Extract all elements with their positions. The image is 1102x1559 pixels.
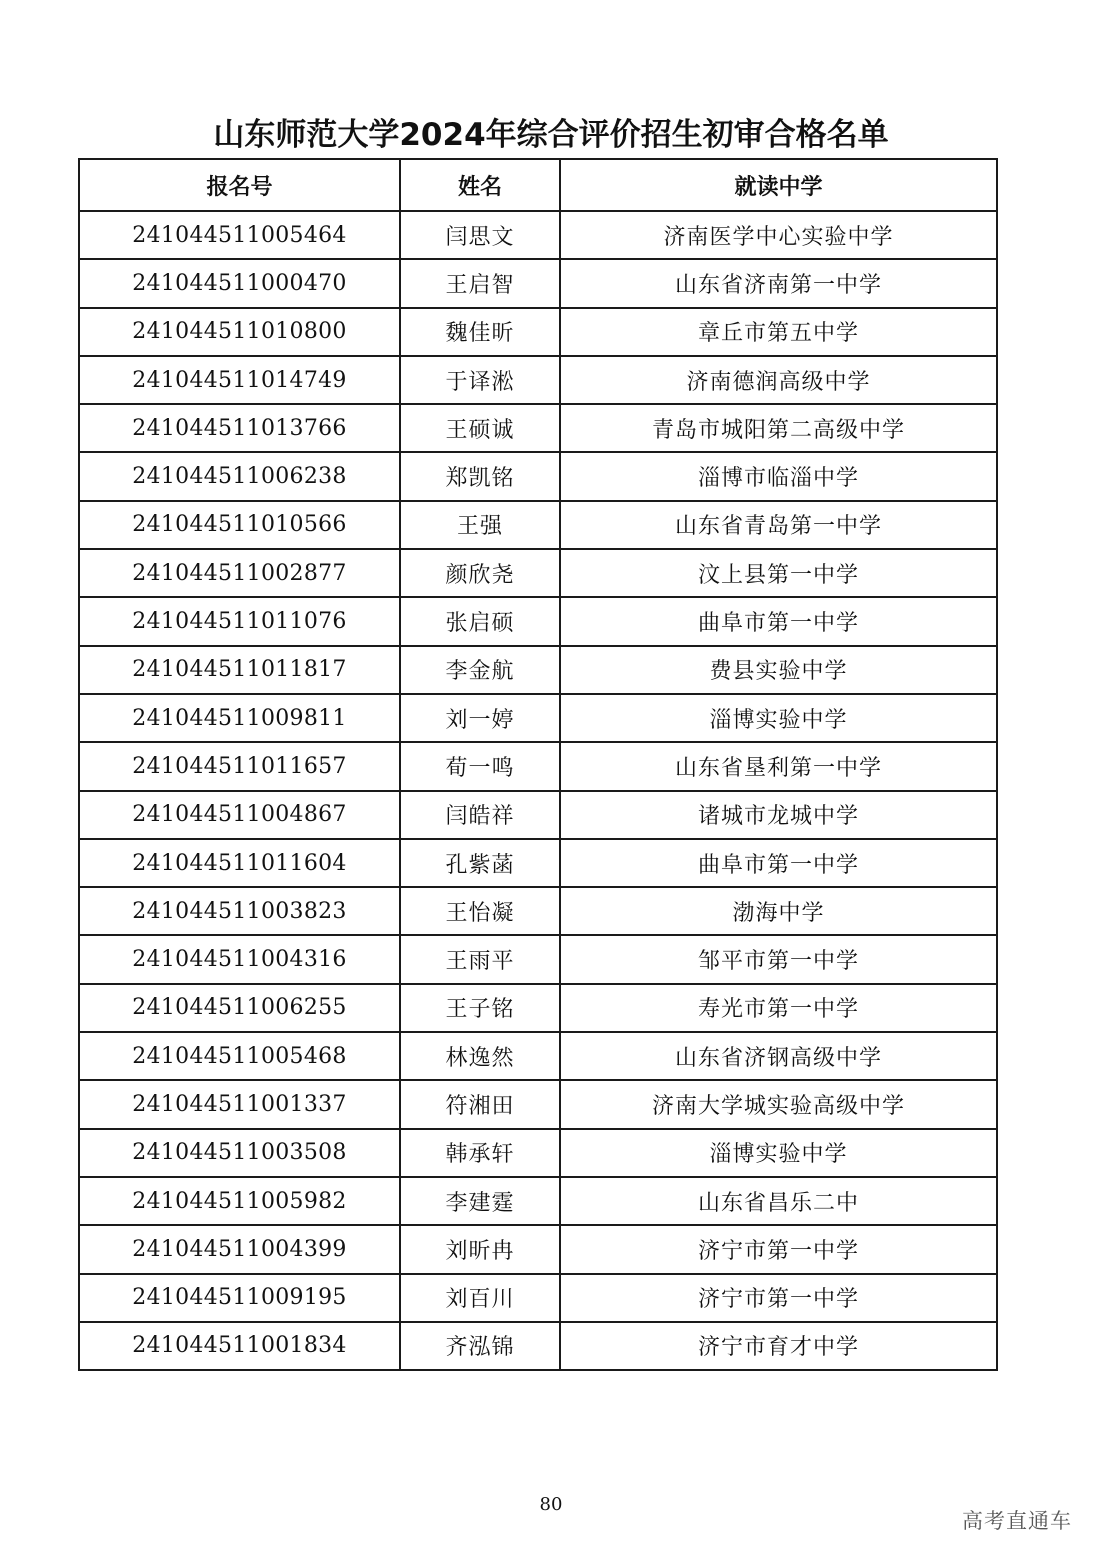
table-row bbox=[79, 1080, 997, 1128]
school-name-cell: 山东省昌乐二中 bbox=[560, 1177, 997, 1225]
student-name-cell: 王启智 bbox=[400, 259, 560, 307]
column-header-name: 姓名 bbox=[400, 159, 560, 211]
table-row bbox=[79, 1274, 997, 1322]
table-row bbox=[79, 1032, 997, 1080]
registration-number-cell: 241044511002877 bbox=[79, 549, 400, 597]
school-name-cell: 淄博实验中学 bbox=[560, 694, 997, 742]
registration-number-cell: 241044511001834 bbox=[79, 1322, 400, 1370]
registration-number-cell: 241044511011657 bbox=[79, 742, 400, 790]
school-name-cell: 青岛市城阳第二高级中学 bbox=[560, 404, 997, 452]
school-name-cell: 汶上县第一中学 bbox=[560, 549, 997, 597]
school-name-cell: 诸城市龙城中学 bbox=[560, 791, 997, 839]
table-row bbox=[79, 694, 997, 742]
student-name-cell: 颜欣尧 bbox=[400, 549, 560, 597]
registration-number-cell: 241044511013766 bbox=[79, 404, 400, 452]
student-name-cell: 李金航 bbox=[400, 646, 560, 694]
school-name-cell: 山东省垦利第一中学 bbox=[560, 742, 997, 790]
table-row bbox=[79, 791, 997, 839]
student-name-cell: 闫思文 bbox=[400, 211, 560, 259]
student-name-cell: 王强 bbox=[400, 501, 560, 549]
document-title: 山东师范大学2024年综合评价招生初审合格名单 bbox=[213, 117, 889, 153]
table-header-row bbox=[79, 159, 997, 211]
school-name-cell: 渤海中学 bbox=[560, 887, 997, 935]
table-row bbox=[79, 452, 997, 500]
registration-number-cell: 241044511011076 bbox=[79, 597, 400, 645]
table-row bbox=[79, 1177, 997, 1225]
table-row bbox=[79, 646, 997, 694]
registration-number-cell: 241044511004399 bbox=[79, 1225, 400, 1273]
school-name-cell: 山东省青岛第一中学 bbox=[560, 501, 997, 549]
table-row bbox=[79, 839, 997, 887]
admission-list-table bbox=[78, 158, 998, 1371]
registration-number-cell: 241044511011604 bbox=[79, 839, 400, 887]
student-name-cell: 荀一鸣 bbox=[400, 742, 560, 790]
table-row bbox=[79, 597, 997, 645]
student-name-cell: 王子铭 bbox=[400, 984, 560, 1032]
table-row bbox=[79, 356, 997, 404]
registration-number-cell: 241044511003823 bbox=[79, 887, 400, 935]
school-name-cell: 济南德润高级中学 bbox=[560, 356, 997, 404]
table-row bbox=[79, 742, 997, 790]
student-name-cell: 刘百川 bbox=[400, 1274, 560, 1322]
registration-number-cell: 241044511010800 bbox=[79, 308, 400, 356]
table-row bbox=[79, 404, 997, 452]
table-row bbox=[79, 935, 997, 983]
student-name-cell: 郑凯铭 bbox=[400, 452, 560, 500]
school-name-cell: 山东省济南第一中学 bbox=[560, 259, 997, 307]
school-name-cell: 济宁市育才中学 bbox=[560, 1322, 997, 1370]
student-name-cell: 张启硕 bbox=[400, 597, 560, 645]
school-name-cell: 曲阜市第一中学 bbox=[560, 597, 997, 645]
column-header-registration-number: 报名号 bbox=[79, 159, 400, 211]
table-row bbox=[79, 887, 997, 935]
student-name-cell: 李建霆 bbox=[400, 1177, 560, 1225]
school-name-cell: 费县实验中学 bbox=[560, 646, 997, 694]
registration-number-cell: 241044511005468 bbox=[79, 1032, 400, 1080]
student-name-cell: 魏佳昕 bbox=[400, 308, 560, 356]
table-row bbox=[79, 1225, 997, 1273]
student-name-cell: 刘昕冉 bbox=[400, 1225, 560, 1273]
table-row bbox=[79, 984, 997, 1032]
table-row bbox=[79, 1129, 997, 1177]
registration-number-cell: 241044511009195 bbox=[79, 1274, 400, 1322]
student-name-cell: 符湘田 bbox=[400, 1080, 560, 1128]
school-name-cell: 淄博市临淄中学 bbox=[560, 452, 997, 500]
table-row bbox=[79, 501, 997, 549]
student-name-cell: 王雨平 bbox=[400, 935, 560, 983]
school-name-cell: 曲阜市第一中学 bbox=[560, 839, 997, 887]
school-name-cell: 济南大学城实验高级中学 bbox=[560, 1080, 997, 1128]
school-name-cell: 山东省济钢高级中学 bbox=[560, 1032, 997, 1080]
school-name-cell: 淄博实验中学 bbox=[560, 1129, 997, 1177]
registration-number-cell: 241044511001337 bbox=[79, 1080, 400, 1128]
student-name-cell: 王硕诚 bbox=[400, 404, 560, 452]
student-name-cell: 闫皓祥 bbox=[400, 791, 560, 839]
registration-number-cell: 241044511006255 bbox=[79, 984, 400, 1032]
registration-number-cell: 241044511011817 bbox=[79, 646, 400, 694]
school-name-cell: 邹平市第一中学 bbox=[560, 935, 997, 983]
student-name-cell: 韩承轩 bbox=[400, 1129, 560, 1177]
registration-number-cell: 241044511003508 bbox=[79, 1129, 400, 1177]
school-name-cell: 寿光市第一中学 bbox=[560, 984, 997, 1032]
registration-number-cell: 241044511004316 bbox=[79, 935, 400, 983]
registration-number-cell: 241044511000470 bbox=[79, 259, 400, 307]
school-name-cell: 济宁市第一中学 bbox=[560, 1225, 997, 1273]
registration-number-cell: 241044511005982 bbox=[79, 1177, 400, 1225]
table-row bbox=[79, 308, 997, 356]
registration-number-cell: 241044511009811 bbox=[79, 694, 400, 742]
table-body bbox=[79, 211, 997, 1370]
student-name-cell: 刘一婷 bbox=[400, 694, 560, 742]
table-row bbox=[79, 1322, 997, 1370]
registration-number-cell: 241044511010566 bbox=[79, 501, 400, 549]
page-number: 80 bbox=[539, 1494, 563, 1515]
school-name-cell: 济南医学中心实验中学 bbox=[560, 211, 997, 259]
school-name-cell: 章丘市第五中学 bbox=[560, 308, 997, 356]
watermark: 高考直通车 bbox=[962, 1509, 1072, 1533]
column-header-school: 就读中学 bbox=[560, 159, 997, 211]
registration-number-cell: 241044511005464 bbox=[79, 211, 400, 259]
student-name-cell: 齐泓锦 bbox=[400, 1322, 560, 1370]
table-row bbox=[79, 259, 997, 307]
student-name-cell: 孔紫菡 bbox=[400, 839, 560, 887]
table-row bbox=[79, 211, 997, 259]
student-name-cell: 林逸然 bbox=[400, 1032, 560, 1080]
student-name-cell: 于译淞 bbox=[400, 356, 560, 404]
registration-number-cell: 241044511006238 bbox=[79, 452, 400, 500]
registration-number-cell: 241044511014749 bbox=[79, 356, 400, 404]
school-name-cell: 济宁市第一中学 bbox=[560, 1274, 997, 1322]
table-row bbox=[79, 549, 997, 597]
student-name-cell: 王怡凝 bbox=[400, 887, 560, 935]
registration-number-cell: 241044511004867 bbox=[79, 791, 400, 839]
